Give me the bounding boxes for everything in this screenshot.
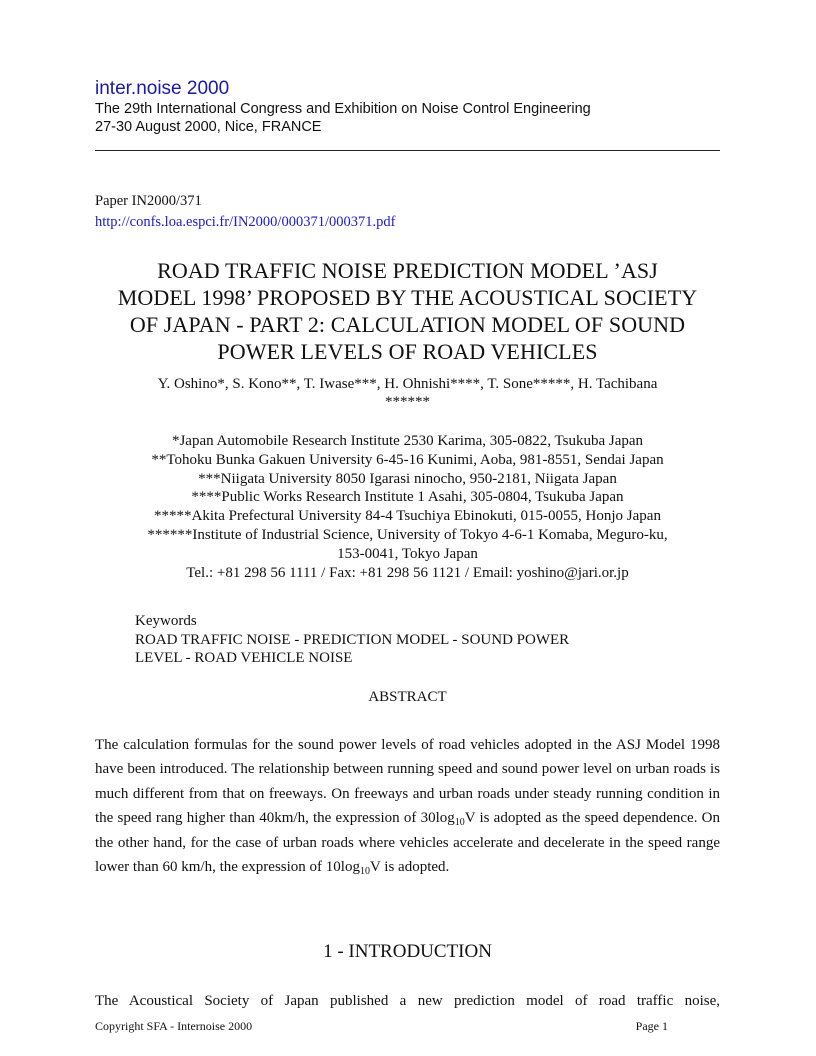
abstract-part-3: V is adopted.: [369, 859, 450, 876]
title-line: MODEL 1998’ PROPOSED BY THE ACOUSTICAL SOCIETY: [117, 285, 698, 310]
affiliation-line: ******Institute of Industrial Science, University of Tokyo 4-6-1 Komaba, Meguro-ku,: [147, 526, 668, 543]
keywords-section: [135, 612, 695, 668]
log-subscript: 10: [359, 866, 370, 878]
conference-header: [95, 78, 720, 136]
title-line: ROAD TRAFFIC NOISE PREDICTION MODEL ’ASJ: [157, 258, 658, 283]
log-subscript: 10: [454, 817, 465, 829]
affiliation-line: *Japan Automobile Research Institute 2530 Karima, 305-0822, Tsukuba Japan: [171, 433, 644, 449]
introduction-first-line: The Acoustical Society of Japan published a new prediction model of road traffic noise,: [95, 993, 720, 1009]
author-line: Y. Oshino*, S. Kono**, T. Iwase***, H. Ohnishi****, T. Sone*****, H. Tachibana: [157, 376, 658, 392]
paper-title: [95, 257, 720, 365]
footer-copyright: Copyright SFA - Internoise 2000: [95, 1019, 253, 1033]
introduction-heading: 1 - INTRODUCTION: [323, 941, 492, 962]
conference-date-place: 27-30 August 2000, Nice, FRANCE: [95, 119, 322, 135]
affiliation-line: ***Niigata University 8050 Igarasi ninocho, 950-2181, Niigata Japan: [198, 470, 617, 487]
abstract-part-2: V is adopted as the speed dependence. On the other hand, for the case of urban roads where vehicles accelerate and decelerate in the speed range lower than 60 km/h, the expression of 10log: [95, 810, 720, 876]
title-line: OF JAPAN - PART 2: CALCULATION MODEL OF SOUND: [129, 312, 686, 337]
keywords-label: Keywords: [135, 613, 197, 629]
conference-name: inter.noise 2000: [95, 78, 230, 99]
congress-line: The 29th International Congress and Exhibition on Noise Control Engineering: [95, 101, 591, 117]
abstract-heading: ABSTRACT: [368, 689, 447, 705]
title-line: POWER LEVELS OF ROAD VEHICLES: [217, 339, 598, 364]
contact-line: Tel.: +81 298 56 1111 / Fax: +81 298 56 1121 / Email: yoshino@jari.or.jp: [186, 564, 629, 581]
page-number: Page 1: [635, 1019, 668, 1033]
paper-url-link[interactable]: http://confs.loa.espci.fr/IN2000/000371/000371.pdf: [95, 214, 396, 230]
affiliation-line: 153-0041, Tokyo Japan: [337, 545, 478, 562]
affiliation-line: **Tohoku Bunka Gakuen University 6-45-16 Kunimi, Aoba, 981-8551, Sendai Japan: [151, 451, 664, 468]
header-divider: [95, 150, 720, 151]
affiliation-line: ****Public Works Research Institute 1 Asahi, 305-0804, Tsukuba Japan: [191, 489, 624, 506]
paper-id: Paper IN2000/371: [95, 193, 202, 209]
author-line: ******: [385, 394, 430, 410]
affiliation-line: *****Akita Prefectural University 84-4 Tsuchiya Ebinokuti, 015-0055, Honjo Japan: [154, 508, 661, 525]
keywords-line: ROAD TRAFFIC NOISE - PREDICTION MODEL - SOUND POWER: [135, 631, 570, 648]
affiliation-list: [95, 432, 720, 582]
abstract-paragraph: [95, 733, 720, 879]
keywords-line: LEVEL - ROAD VEHICLE NOISE: [135, 650, 353, 667]
abstract-part-1: The calculation formulas for the sound power levels of road vehicles adopted in the ASJ Model 1998 have been introduced. The relationship between running speed and sound power level on urban roads is much different from that on freeways. On freeways and urban roads under steady running condition in the speed rang higher than 40km/h, the expression of 30log: [95, 737, 720, 827]
abstract-text: [95, 733, 720, 879]
author-list: [95, 375, 720, 411]
page-footer: [95, 1019, 668, 1033]
